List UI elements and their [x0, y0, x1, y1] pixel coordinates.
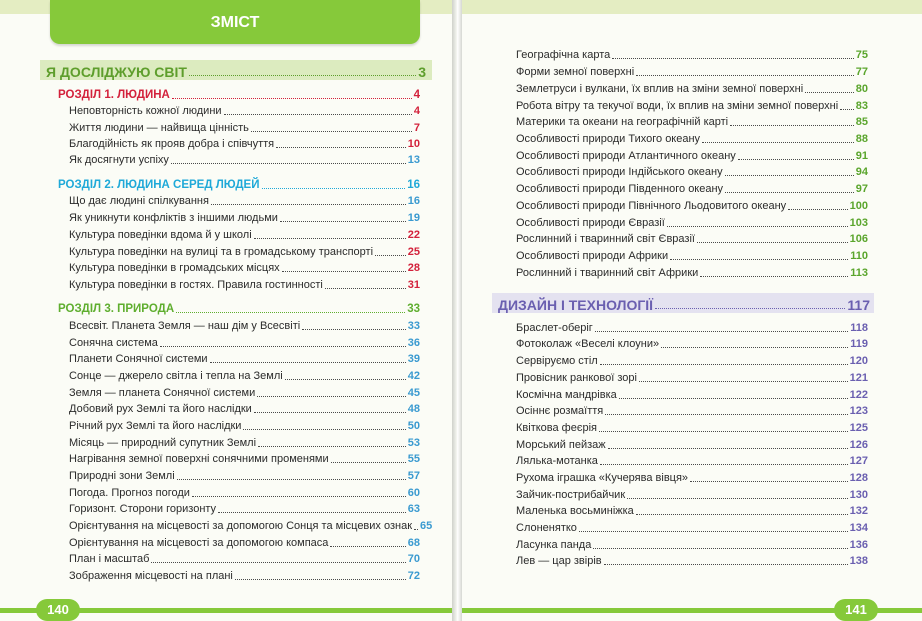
toc-item-title: РОЗДІЛ 3. ПРИРОДА	[58, 303, 175, 315]
toc-item[interactable]	[69, 336, 420, 350]
toc-item-page: 72	[407, 570, 420, 582]
dot-leader	[612, 58, 853, 59]
toc-item-page: 22	[407, 229, 420, 241]
toc-item-page: 19	[407, 212, 420, 224]
toc-item-title: Слоненятко	[516, 522, 577, 534]
toc-item[interactable]	[69, 452, 420, 466]
toc-item-page: 127	[849, 455, 868, 467]
toc-item-title: Робота вітру та текучої води, їх вплив на зміни земної поверхні	[516, 100, 839, 112]
dot-leader	[579, 531, 848, 532]
toc-item-title: План і масштаб	[69, 553, 150, 565]
toc-item-title: Провісник ранкової зорі	[516, 372, 637, 384]
dot-leader	[160, 346, 406, 347]
toc-item-title: РОЗДІЛ 1. ЛЮДИНА	[58, 89, 170, 101]
dot-leader	[600, 364, 848, 365]
toc-item-title: Планети Сонячної системи	[69, 353, 208, 365]
toc-item-title: Материки та океани на географічній карті	[516, 116, 729, 128]
toc-item-page: 75	[855, 49, 868, 61]
toc-item-title: Я ДОСЛІДЖУЮ СВІТ	[46, 64, 187, 80]
toc-item-page: 119	[850, 338, 868, 350]
toc-item-page: 88	[855, 133, 868, 145]
toc-item-title: Особливості природи Тихого океану	[516, 133, 701, 145]
dot-leader	[331, 462, 406, 463]
toc-item-title: Особливості природи Африки	[516, 250, 669, 262]
toc-item-page: 80	[855, 83, 868, 95]
toc-item-title: Браслет-оберіг	[516, 322, 593, 334]
dot-leader	[285, 379, 406, 380]
toc-item-title: Рослинний і тваринний світ Євразії	[516, 233, 695, 245]
toc-item[interactable]	[69, 419, 420, 433]
design-section-heading[interactable]	[498, 294, 870, 312]
dot-leader	[414, 529, 418, 530]
toc-item-page: 120	[849, 355, 868, 367]
toc-item-title: Сонце — джерело світла і тепла на Землі	[69, 370, 283, 382]
toc-item-page: 53	[407, 437, 420, 449]
toc-item-page: 113	[850, 267, 868, 279]
dot-leader	[189, 75, 416, 76]
toc-item[interactable]	[516, 266, 868, 280]
toc-item[interactable]	[516, 471, 868, 485]
toc-item[interactable]	[516, 48, 868, 62]
dot-leader	[282, 271, 406, 272]
toc-item[interactable]	[516, 165, 868, 179]
toc-item-title: Квіткова феєрія	[516, 422, 597, 434]
toc-item-title: Культура поведінки в громадських місцях	[69, 262, 280, 274]
dot-leader	[805, 92, 854, 93]
dot-leader	[627, 498, 848, 499]
dot-leader	[302, 329, 406, 330]
toc-item[interactable]	[69, 536, 420, 550]
toc-item-page: 121	[849, 372, 868, 384]
toc-item-page: 106	[849, 233, 868, 245]
toc-item[interactable]	[69, 228, 420, 242]
toc-item-title: Добовий рух Землі та його наслідки	[69, 403, 252, 415]
toc-item[interactable]	[69, 104, 420, 118]
toc-item[interactable]	[69, 137, 420, 151]
toc-item[interactable]	[516, 488, 868, 502]
toc-item[interactable]	[516, 249, 868, 263]
left-page	[0, 0, 452, 621]
toc-item-page: 16	[407, 179, 420, 191]
toc-item-title: Неповторність кожної людини	[69, 105, 222, 117]
toc-item-title: Орієнтування на місцевості за допомогою Сонця та місцевих ознак	[69, 520, 413, 532]
toc-item[interactable]	[69, 486, 420, 500]
toc-item-page: 83	[855, 100, 868, 112]
toc-item-page: 33	[407, 303, 420, 315]
dot-leader	[276, 147, 406, 148]
toc-item-title: Сонячна система	[69, 337, 158, 349]
toc-item[interactable]	[516, 216, 868, 230]
toc-item[interactable]	[516, 321, 868, 335]
toc-item-page: 33	[407, 320, 420, 332]
toc-item[interactable]	[516, 132, 868, 146]
toc-item-page: 42	[407, 370, 420, 382]
dot-leader	[636, 75, 854, 76]
toc-item[interactable]	[69, 436, 420, 450]
toc-item-title: Сервіруємо стіл	[516, 355, 598, 367]
toc-item[interactable]	[516, 115, 868, 129]
toc-item-title: Життя людини — найвища цінність	[69, 122, 249, 134]
toc-item[interactable]	[516, 504, 868, 518]
dot-leader	[151, 562, 405, 563]
toc-item[interactable]	[69, 369, 420, 383]
toc-item-page: 7	[413, 122, 420, 134]
toc-item-page: 123	[849, 405, 868, 417]
toc-item[interactable]	[69, 502, 420, 516]
book-gutter	[452, 0, 462, 621]
toc-item[interactable]	[69, 569, 420, 583]
toc-item-title: Землетруси і вулкани, їх вплив на зміни земної поверхні	[516, 83, 804, 95]
toc-item-page: 48	[407, 403, 420, 415]
dot-leader	[251, 131, 412, 132]
dot-leader	[600, 464, 848, 465]
dot-leader	[177, 479, 406, 480]
dot-leader	[788, 209, 847, 210]
left-footer	[0, 599, 452, 621]
toc-item-title: Всесвіт. Планета Земля — наш дім у Всесвіті	[69, 320, 301, 332]
toc-item-title: Особливості природи Індійського океану	[516, 166, 723, 178]
toc-item-title: Осіннє розмаїття	[516, 405, 604, 417]
toc-item[interactable]	[516, 182, 868, 196]
section-3-heading[interactable]	[58, 302, 420, 316]
dot-leader	[254, 238, 406, 239]
dot-leader	[702, 142, 854, 143]
toc-item[interactable]	[69, 352, 420, 366]
toc-item-page: 130	[849, 489, 868, 501]
toc-item-title: Особливості природи Південного океану	[516, 183, 724, 195]
toc-item-page: 36	[407, 337, 420, 349]
dot-leader	[375, 255, 406, 256]
toc-item[interactable]	[516, 99, 868, 113]
toc-item-page: 117	[847, 297, 870, 313]
toc-item-page: 10	[407, 138, 420, 150]
toc-item[interactable]	[516, 521, 868, 535]
toc-item-page: 4	[413, 105, 420, 117]
toc-item-page: 118	[850, 322, 868, 334]
toc-item-page: 65	[420, 520, 433, 532]
toc-item-title: Лялька-мотанка	[516, 455, 598, 467]
toc-item-page: 13	[407, 154, 420, 166]
toc-item-title: Ласунка панда	[516, 539, 592, 551]
toc-item-title: Фотоколаж «Веселі клоуни»	[516, 338, 660, 350]
toc-item-page: 16	[407, 195, 420, 207]
right-page	[462, 0, 922, 621]
toc-item-page: 63	[407, 503, 420, 515]
toc-item-title: Зображення місцевості на плані	[69, 570, 233, 582]
toc-item-title: Природні зони Землі	[69, 470, 175, 482]
dot-leader	[661, 347, 848, 348]
toc-item-title: Як досягнути успіху	[69, 154, 169, 166]
toc-item-title: Місяць — природний супутник Землі	[69, 437, 257, 449]
dot-leader	[619, 398, 848, 399]
toc-item-title: Що дає людині спілкування	[69, 195, 209, 207]
dot-leader	[639, 381, 848, 382]
toc-item-page: 126	[849, 439, 868, 451]
toc-item[interactable]	[516, 65, 868, 79]
top-band	[462, 0, 922, 14]
toc-item-title: Культура поведінки вдома й у школі	[69, 229, 252, 241]
toc-item[interactable]	[69, 194, 420, 208]
toc-item-page: 57	[407, 470, 420, 482]
toc-item[interactable]	[516, 454, 868, 468]
dot-leader	[257, 396, 406, 397]
toc-item-page: 110	[850, 250, 868, 262]
dot-leader	[258, 446, 406, 447]
toc-item-title: Маленька восьминіжка	[516, 505, 634, 517]
toc-item-title: Особливості природи Атлантичного океану	[516, 150, 736, 162]
toc-item-title: Річний рух Землі та його наслідки	[69, 420, 242, 432]
dot-leader	[210, 362, 406, 363]
dot-leader	[730, 125, 854, 126]
toc-item-page: 25	[407, 246, 420, 258]
toc-item-page: 97	[855, 183, 868, 195]
toc-item[interactable]	[516, 538, 868, 552]
dot-leader	[725, 175, 854, 176]
main-section-heading[interactable]	[46, 61, 426, 79]
toc-item-page: 70	[407, 553, 420, 565]
toc-item[interactable]	[69, 402, 420, 416]
toc-item-title: Культура поведінки в гостях. Правила гостинності	[69, 279, 323, 291]
toc-item[interactable]	[69, 519, 433, 533]
toc-item-page: 132	[849, 505, 868, 517]
toc-item-title: Лев — цар звірів	[516, 555, 602, 567]
toc-item[interactable]	[516, 554, 868, 568]
section-2-heading[interactable]	[58, 178, 420, 192]
dot-leader	[235, 579, 406, 580]
page-number: 141	[834, 599, 878, 621]
dot-leader	[593, 548, 847, 549]
toc-item-title: Географічна карта	[516, 49, 611, 61]
toc-item-title: Погода. Прогноз погоди	[69, 487, 190, 499]
toc-item[interactable]	[69, 121, 420, 135]
toc-item[interactable]	[516, 421, 868, 435]
toc-item-title: Рухома іграшка «Кучерява вівця»	[516, 472, 689, 484]
toc-item-title: Нагрівання земної поверхні сонячними променями	[69, 453, 329, 465]
dot-leader	[605, 414, 847, 415]
toc-item-title: Особливості природи Північного Льодовитого океану	[516, 200, 787, 212]
toc-item-page: 122	[849, 389, 868, 401]
toc-item[interactable]	[516, 82, 868, 96]
toc-item-title: Як уникнути конфліктів з іншими людьми	[69, 212, 278, 224]
dot-leader	[330, 546, 405, 547]
toc-item[interactable]	[516, 404, 868, 418]
toc-item-title: Горизонт. Сторони горизонту	[69, 503, 217, 515]
dot-leader	[218, 512, 406, 513]
toc-item-page: 125	[849, 422, 868, 434]
toc-item-title: Рослинний і тваринний світ Африки	[516, 267, 699, 279]
toc-item-page: 138	[849, 555, 868, 567]
toc-item[interactable]	[516, 149, 868, 163]
toc-item[interactable]	[69, 386, 420, 400]
toc-item-page: 3	[418, 64, 426, 80]
dot-leader	[840, 109, 854, 110]
toc-item-page: 50	[407, 420, 420, 432]
toc-item[interactable]	[516, 199, 868, 213]
toc-item-page: 28	[407, 262, 420, 274]
toc-item-page: 39	[407, 353, 420, 365]
toc-item-page: 4	[413, 89, 420, 101]
dot-leader	[172, 98, 412, 99]
toc-item-page: 128	[849, 472, 868, 484]
dot-leader	[725, 192, 854, 193]
toc-item-page: 45	[407, 387, 420, 399]
dot-leader	[599, 431, 848, 432]
dot-leader	[262, 188, 406, 189]
toc-item-page: 60	[407, 487, 420, 499]
toc-item-page: 134	[849, 522, 868, 534]
dot-leader	[192, 496, 406, 497]
toc-item-page: 100	[849, 200, 868, 212]
toc-item-page: 91	[855, 150, 868, 162]
toc-item[interactable]	[69, 261, 420, 275]
dot-leader	[224, 114, 412, 115]
toc-item-title: Форми земної поверхні	[516, 66, 635, 78]
toc-item-title: Культура поведінки на вулиці та в громадському транспорті	[69, 246, 374, 258]
toc-item[interactable]	[69, 552, 420, 566]
page-title: ЗМІСТ	[50, 0, 420, 44]
toc-item-page: 136	[849, 539, 868, 551]
toc-item-title: Благодійність як прояв добра і співчуття	[69, 138, 275, 150]
toc-item-page: 103	[849, 217, 868, 229]
toc-item-title: ДИЗАЙН І ТЕХНОЛОГІЇ	[498, 297, 654, 313]
toc-item[interactable]	[69, 319, 420, 333]
toc-item-title: Космічна мандрівка	[516, 389, 617, 401]
toc-item[interactable]	[69, 153, 420, 167]
dot-leader	[211, 204, 406, 205]
toc-item-title: Зайчик-пострибайчик	[516, 489, 626, 501]
dot-leader	[254, 412, 406, 413]
toc-item[interactable]	[69, 211, 420, 225]
dot-leader	[690, 481, 848, 482]
dot-leader	[280, 221, 406, 222]
dot-leader	[738, 159, 854, 160]
toc-item[interactable]	[69, 278, 420, 292]
right-footer	[462, 599, 922, 621]
toc-item-title: Морський пейзаж	[516, 439, 606, 451]
toc-item-page: 31	[407, 279, 420, 291]
toc-item-title: Земля — планета Сонячної системи	[69, 387, 256, 399]
toc-item[interactable]	[69, 245, 420, 259]
dot-leader	[655, 308, 845, 309]
toc-item-page: 68	[407, 537, 420, 549]
dot-leader	[608, 448, 848, 449]
toc-item[interactable]	[516, 337, 868, 351]
dot-leader	[171, 163, 406, 164]
toc-item-title: РОЗДІЛ 2. ЛЮДИНА СЕРЕД ЛЮДЕЙ	[58, 179, 260, 191]
dot-leader	[595, 331, 848, 332]
section-1-heading[interactable]	[58, 88, 420, 102]
dot-leader	[604, 564, 848, 565]
dot-leader	[243, 429, 405, 430]
toc-item[interactable]	[69, 469, 420, 483]
toc-item-page: 77	[855, 66, 868, 78]
toc-item[interactable]	[516, 438, 868, 452]
dot-leader	[636, 514, 848, 515]
toc-item-title: Орієнтування на місцевості за допомогою компаса	[69, 537, 329, 549]
toc-item-page: 85	[855, 116, 868, 128]
dot-leader	[697, 242, 848, 243]
dot-leader	[325, 288, 406, 289]
dot-leader	[670, 259, 848, 260]
toc-item-page: 94	[855, 166, 868, 178]
dot-leader	[667, 226, 848, 227]
toc-item-title: Особливості природи Євразії	[516, 217, 665, 229]
toc-item[interactable]	[516, 232, 868, 246]
toc-item-page: 55	[407, 453, 420, 465]
dot-leader	[176, 312, 405, 313]
toc-item[interactable]	[516, 388, 868, 402]
dot-leader	[700, 276, 848, 277]
toc-item[interactable]	[516, 371, 868, 385]
toc-item[interactable]	[516, 354, 868, 368]
page-number: 140	[36, 599, 80, 621]
